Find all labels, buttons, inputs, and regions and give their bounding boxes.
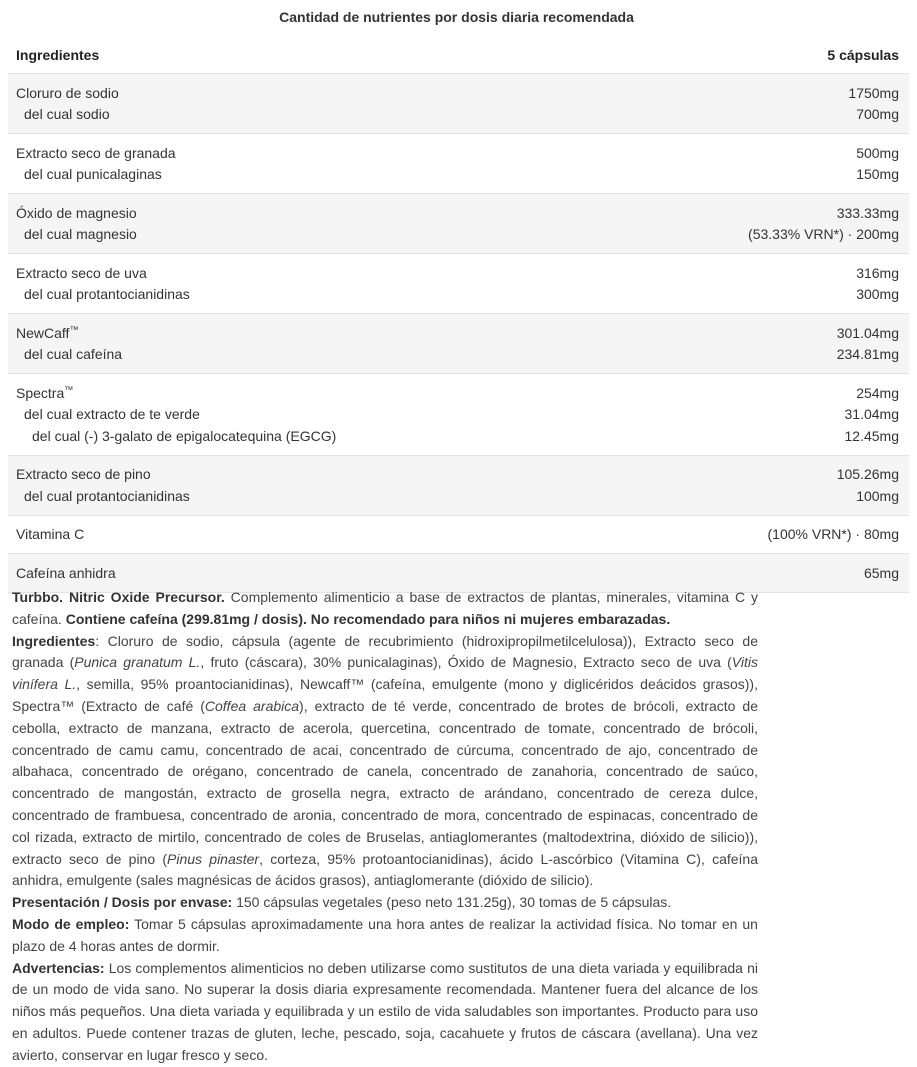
usage-label: Modo de empleo: (12, 915, 130, 932)
ingredients-text-2: , fruto (cáscara), 30% punicalaginas), Óxido de Magnesio, Extracto seco de uva ( (200, 654, 732, 671)
ingredients-text-5: , corteza, 95% protoantocianidinas), ácido L-ascórbico (Vitamina C), cafeína anhidra, emulgente (sales magnésicas de ácidos grasos), antiaglomerante (dióxido de silicio). (12, 850, 758, 889)
nutrient-value: 150mg (856, 166, 899, 183)
ingredients-paragraph (12, 631, 758, 893)
ingredients-latin-4: Pinus pinaster (167, 850, 260, 867)
presentation-text: 150 cápsulas vegetales (peso neto 131.25g), 30 tomas de 5 cápsulas. (232, 894, 672, 911)
nutrient-value: 65mg (863, 564, 899, 581)
nutrient-value: (53.33% VRN*) · 200mg (748, 226, 899, 243)
table-row (16, 164, 899, 186)
ingredients-label: Ingredientes (12, 632, 96, 649)
nutrient-value: (100% VRN*) · 80mg (767, 526, 899, 543)
nutrient-name (16, 565, 116, 581)
nutrient-name (16, 85, 119, 101)
table-row (16, 82, 899, 104)
usage-text: Tomar 5 cápsulas aproximadamente una hora antes de realizar la actividad física. No tomar en un plazo de 4 horas antes de dormir. (12, 915, 758, 954)
nutrient-name (16, 286, 190, 302)
nutrient-value: 31.04mg (844, 406, 899, 423)
nutrient-name (16, 526, 84, 542)
warnings-label: Advertencias: (12, 959, 105, 976)
intro-paragraph (12, 587, 758, 631)
product-name: Turbbo. Nitric Oxide Precursor. (12, 589, 225, 605)
ingredients-text-4: ), extracto de té verde, concentrado de brotes de brócoli, extracto de cebolla, extracto de manzana, extracto de acerola, quercetina, concentrado de tomate, concentrado de brócoli, concentrado de camu camu, concentrado de acai, concentrado de cúrcuma, concentrado de ajo, concentrado de albahaca, concentrado de orégano, concentrado de canela, concentrado de zanahoria, concentrado de saúco, concentrado de mangostán, extracto de grosella negra, extracto de arándano, concentrado de cereza dulce, concentrado de frambuesa, concentrado de aronia, concentrado de mora, concentrado de espinacas, concentrado de col rizada, extracto de mirtilo, concentrado de coles de Bruselas, antiaglomerantes (maltodextrina, dióxido de silicio)), extracto seco de pino ( (12, 697, 758, 867)
table-row (16, 284, 899, 306)
intro-text: Complemento alimenticio a base de extractos de plantas, minerales, vitamina C y cafeína. (12, 589, 758, 627)
nutrient-name-text: del cual extracto de te verde (24, 406, 200, 423)
table-row (16, 202, 899, 224)
caffeine-warning: Contiene cafeína (299.81mg / dosis). No recomendado para niños ni mujeres embarazadas. (65, 610, 671, 627)
usage-paragraph (12, 914, 758, 958)
ingredients-latin-2: Vitis vinífera L. (12, 654, 758, 693)
nutrient-value: 700mg (856, 106, 899, 123)
nutrient-name-text: Extracto seco de pino (16, 466, 151, 483)
presentation-label: Presentación / Dosis por envase: (12, 894, 233, 911)
nutrient-name (16, 325, 78, 341)
warnings-text: Los complementos alimenticios no deben utilizarse como sustitutos de una dieta variada y equilibrada ni de un modo de vida sano. No superar la dosis diaria expresamente recomendada. Mantener fuera del alcance de los niños más pequeños. Una dieta variada y equilibrada y un estilo de vida saludables son importantes. Producto para uso en adultos. Puede contener trazas de gluten, leche, pescado, soja, cacahuete y frutos de cáscara (avellana). Una vez avierto, conservar en lugar fresco y seco. (12, 959, 758, 1063)
nutrient-name-text: del cual cafeína (24, 346, 123, 363)
nutrient-group (8, 254, 909, 314)
table-row (16, 404, 899, 426)
nutrient-name (16, 466, 151, 482)
table-title: Cantidad de nutrientes por dosis diaria recomendada (279, 9, 634, 25)
ingredients-latin-1: Punica granatum L. (74, 654, 201, 671)
nutrient-name-text: Spectra (16, 384, 65, 401)
nutrient-name-text: del cual protantocianidinas (24, 286, 190, 303)
nutrient-group (8, 194, 909, 254)
table-row (16, 562, 899, 584)
nutrient-name (16, 166, 162, 182)
nutrient-name (16, 406, 200, 422)
nutrient-value: 100mg (856, 487, 899, 504)
table-row (16, 485, 899, 507)
nutrient-value: 12.45mg (844, 427, 899, 444)
nutrient-name (16, 226, 137, 242)
nutrient-group (8, 516, 909, 555)
table-row (16, 104, 899, 126)
nutrient-name-text: del cual punicalaginas (24, 166, 162, 183)
nutrient-name-text: del cual (-) 3-galato de epigalocatequina (EGCG) (32, 427, 337, 444)
table-row (16, 524, 899, 546)
ingredients-text-1: : Cloruro de sodio, cápsula (agente de recubrimiento (hidroxipropilmetilcelulosa)), Extracto seco de granada ( (12, 632, 758, 671)
nutrient-name-text: Extracto seco de granada (16, 144, 176, 161)
nutrient-name (16, 145, 176, 161)
nutrient-value: 1750mg (848, 84, 899, 101)
nutrient-name (16, 488, 190, 504)
nutrient-name (16, 106, 110, 122)
nutrient-name-text: Extracto seco de uva (16, 264, 147, 281)
nutrient-value: 500mg (856, 144, 899, 161)
nutrient-group (8, 374, 909, 456)
nutrient-group (8, 134, 909, 194)
nutrient-name (16, 265, 147, 281)
nutrient-group (8, 74, 909, 134)
trademark-symbol: ™ (64, 384, 74, 395)
table-row (16, 142, 899, 164)
table-body (8, 74, 909, 593)
nutrient-value: 316mg (856, 264, 899, 281)
nutrient-name-text: Óxido de magnesio (16, 204, 137, 221)
nutrient-name-text: Cloruro de sodio (16, 84, 119, 101)
nutrient-value: 300mg (856, 286, 899, 303)
ingredients-text-3: , semilla, 95% proantocianidinas), Newcaff™ (cafeína, emulgente (mono y diglicéridos deácidos grasos)), Spectra™ (Extracto de café ( (12, 676, 758, 714)
table-row (16, 344, 899, 366)
table-row (16, 425, 899, 447)
presentation-paragraph (12, 892, 758, 914)
nutrient-value: 254mg (856, 384, 899, 401)
nutrient-value: 105.26mg (836, 466, 899, 483)
nutrient-name-text: del cual sodio (24, 106, 110, 123)
nutrient-group (8, 314, 909, 374)
header-ingredients: Ingredientes (16, 46, 100, 63)
nutrient-name (16, 385, 73, 401)
nutrient-name-text: Vitamina C (16, 526, 85, 543)
table-row (16, 464, 899, 486)
nutrient-group (8, 456, 909, 516)
nutrient-name (16, 205, 137, 221)
nutrient-name-text: NewCaff (16, 324, 70, 341)
header-dose: 5 cápsulas (827, 46, 899, 63)
nutrient-value: 301.04mg (836, 324, 899, 341)
trademark-symbol: ™ (69, 324, 79, 335)
ingredients-latin-3: Coffea arabica (204, 697, 300, 714)
nutrient-name-text: del cual protantocianidinas (24, 487, 190, 504)
table-row (16, 262, 899, 284)
nutrient-name (16, 346, 122, 362)
table-row (16, 382, 899, 404)
table-row (16, 224, 899, 246)
nutrient-value: 234.81mg (836, 346, 899, 363)
product-description (12, 587, 758, 1067)
table-header (8, 36, 909, 74)
nutrient-name-text: Cafeína anhidra (16, 564, 116, 581)
nutrition-table (8, 36, 909, 593)
warnings-paragraph (12, 958, 758, 1067)
table-row (16, 322, 899, 344)
nutrient-value: 333.33mg (836, 204, 899, 221)
nutrient-name-text: del cual magnesio (24, 226, 137, 243)
nutrient-name (16, 428, 336, 444)
